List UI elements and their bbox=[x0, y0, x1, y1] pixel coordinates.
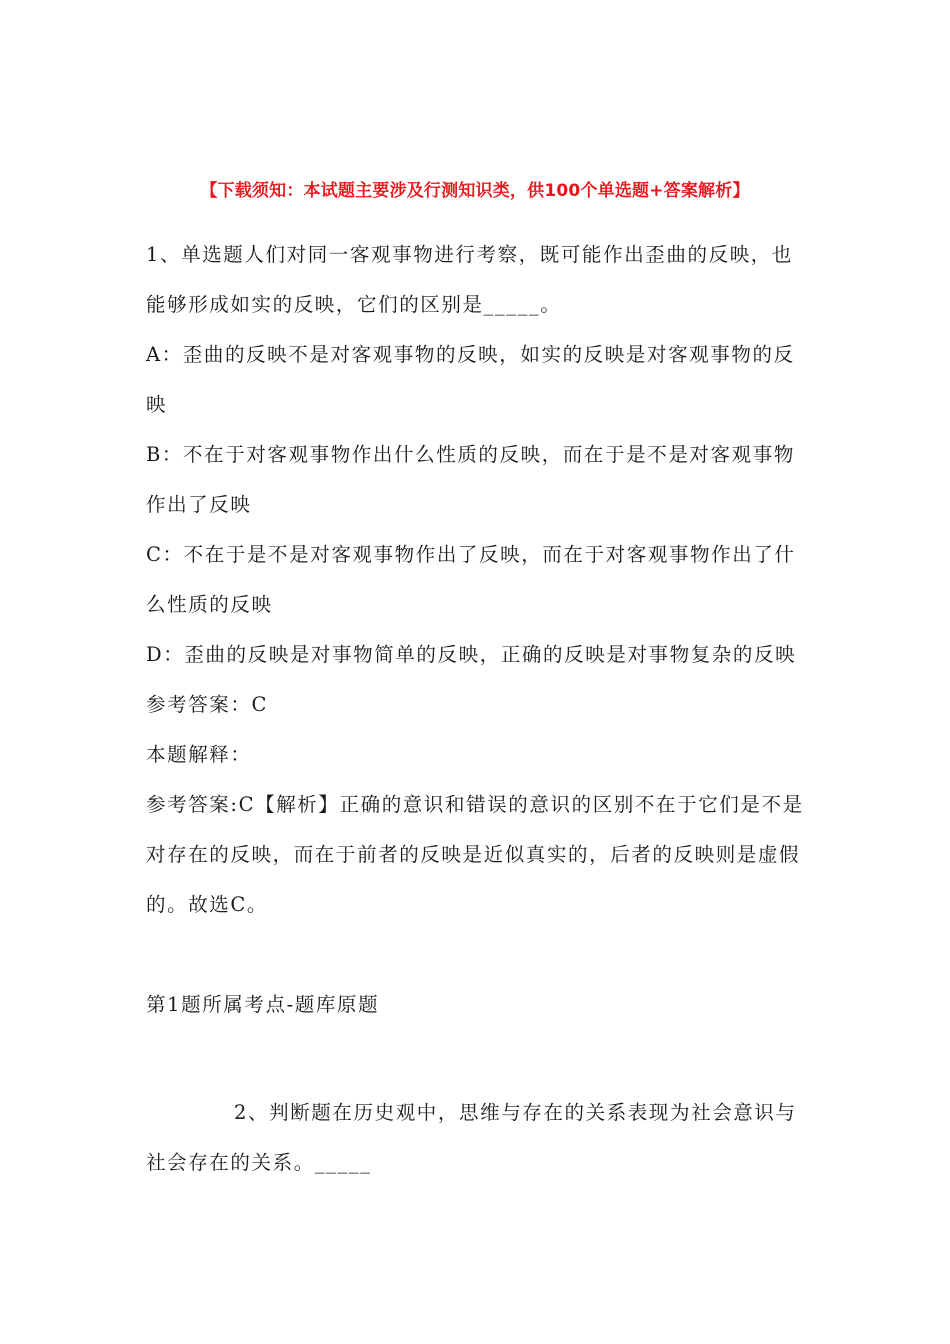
question-content bbox=[146, 230, 808, 1188]
reference-answer: 参考答案：C bbox=[146, 693, 269, 716]
spacer bbox=[146, 1030, 808, 1088]
download-notice: 【下载须知：本试题主要涉及行测知识类，供100个单选题+答案解析】 bbox=[200, 181, 750, 201]
question-1-stem: 1、单选题人们对同一客观事物进行考察，既可能作出歪曲的反映，也能够形成如实的反映，它们的区别是_____。 bbox=[146, 243, 794, 316]
spacer bbox=[146, 930, 808, 980]
option-b: B：不在于对客观事物作出什么性质的反映，而在于是不是对客观事物作出了反映 bbox=[146, 443, 795, 516]
option-a: A：歪曲的反映不是对客观事物的反映，如实的反映是对客观事物的反映 bbox=[146, 343, 795, 416]
option-c: C：不在于是不是对客观事物作出了反映，而在于对客观事物作出了什么性质的反映 bbox=[146, 543, 796, 616]
option-d: D：歪曲的反映是对事物简单的反映，正确的反映是对事物复杂的反映 bbox=[146, 643, 797, 666]
explanation-label: 本题解释： bbox=[146, 743, 252, 766]
question-1-source: 第1题所属考点-题库原题 bbox=[146, 993, 380, 1016]
explanation-text: 参考答案:C【解析】正确的意识和错误的意识的区别不在于它们是不是对存在的反映，而在于前者的反映是近似真实的，后者的反映则是虚假的。故选C。 bbox=[146, 793, 804, 916]
question-2-stem: 2、判断题在历史观中，思维与存在的关系表现为社会意识与社会存在的关系。_____ bbox=[146, 1101, 797, 1174]
